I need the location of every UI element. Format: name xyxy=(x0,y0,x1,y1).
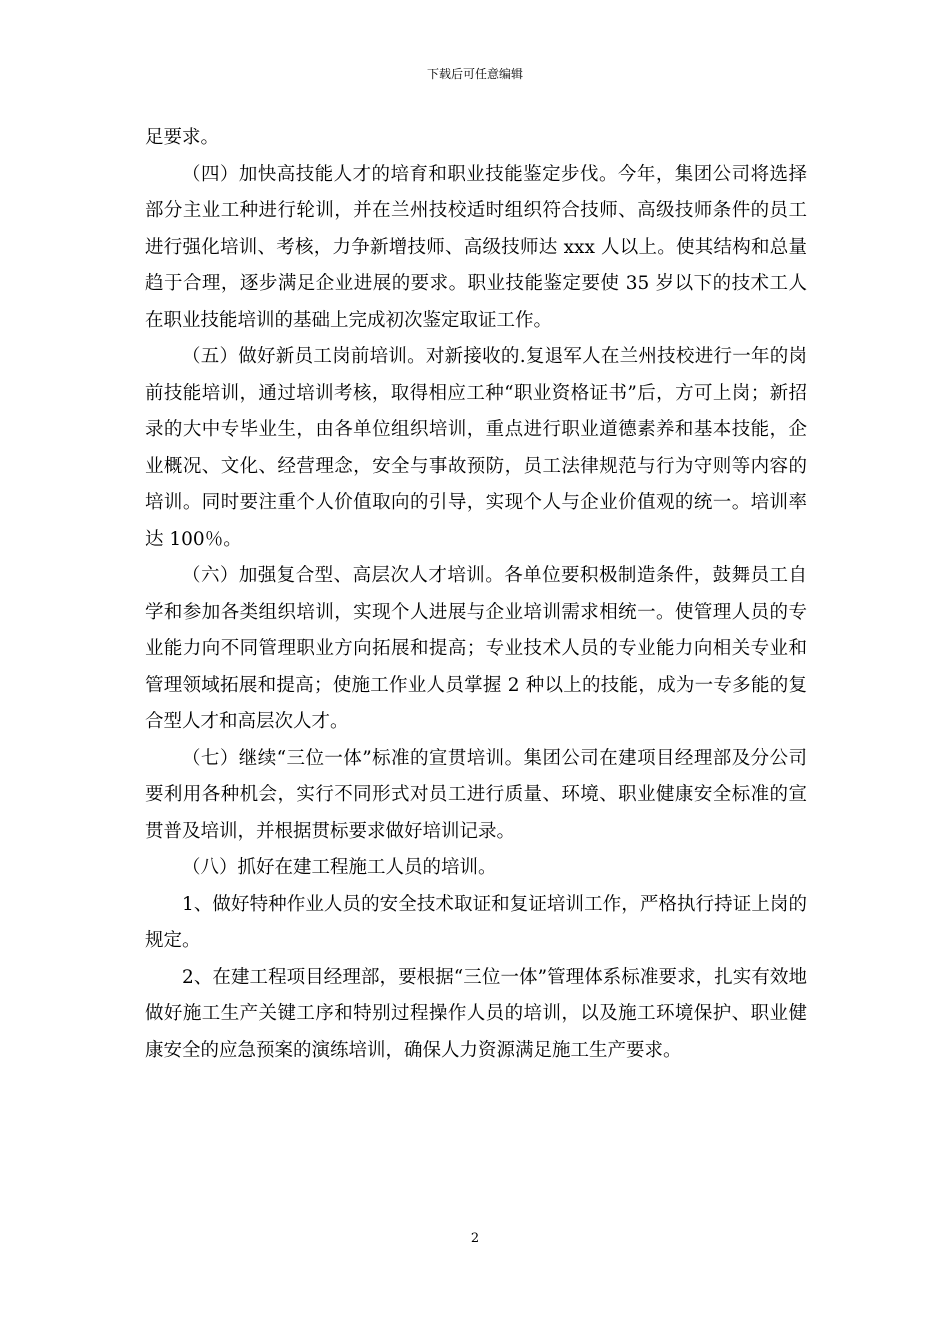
paragraph-item-2: 2、在建工程项目经理部，要根据“三位一体”管理体系标准要求，扎实有效地做好施工生产关键工序和特别过程操作人员的培训，以及施工环境保护、职业健康安全的应急预案的演练培训，确保人力资源满足施工生产要求。 xyxy=(145,966,807,1061)
paragraph-item-1: 1、做好特种作业人员的安全技术取证和复证培训工作，严格执行持证上岗的规定。 xyxy=(145,893,807,951)
paragraph-continuation: 足要求。 xyxy=(145,127,220,148)
page-number: 2 xyxy=(470,1231,480,1246)
document-body xyxy=(145,120,807,1069)
paragraph-section-7: （七）继续“三位一体”标准的宣贯培训。集团公司在建项目经理部及分公司要利用各种机会，实行不同形式对员工进行质量、环境、职业健康安全标准的宣贯普及培训，并根据贯标要求做好培训记录。 xyxy=(145,747,807,842)
page-header: 下载后可任意编辑 xyxy=(426,67,523,81)
paragraph-section-8: （八）抓好在建工程施工人员的培训。 xyxy=(182,857,497,878)
paragraph-section-6: （六）加强复合型、高层次人才培训。各单位要积极制造条件，鼓舞员工自学和参加各类组织培训，实现个人进展与企业培训需求相统一。使管理人员的专业能力向不同管理职业方向拓展和提高；专业技术人员的专业能力向相关专业和管理领域拓展和提高；使施工作业人员掌握 2 种以上的技能，成为一专多能的复合型人才和高层次人才。 xyxy=(145,565,807,732)
paragraph-section-4: （四）加快高技能人才的培育和职业技能鉴定步伐。今年，集团公司将选择部分主业工种进行轮训，并在兰州技校适时组织符合技师、高级技师条件的员工进行强化培训、考核，力争新增技师、高级技师达 xxx 人以上。使其结构和总量趋于合理，逐步满足企业进展的要求。职业技能鉴定要使 35 岁以下的技术工人在职业技能培训的基础上完成初次鉴定取证工作。 xyxy=(145,163,807,331)
paragraph-section-5: （五）做好新员工岗前培训。对新接收的.复退军人在兰州技校进行一年的岗前技能培训，通过培训考核，取得相应工种“职业资格证书”后，方可上岗；新招录的大中专毕业生，由各单位组织培训，重点进行职业道德素养和基本技能，企业概况、文化、经营理念，安全与事故预防，员工法律规范与行为守则等内容的培训。同时要注重个人价值取向的引导，实现个人与企业价值观的统一。培训率达 100％。 xyxy=(145,346,807,550)
